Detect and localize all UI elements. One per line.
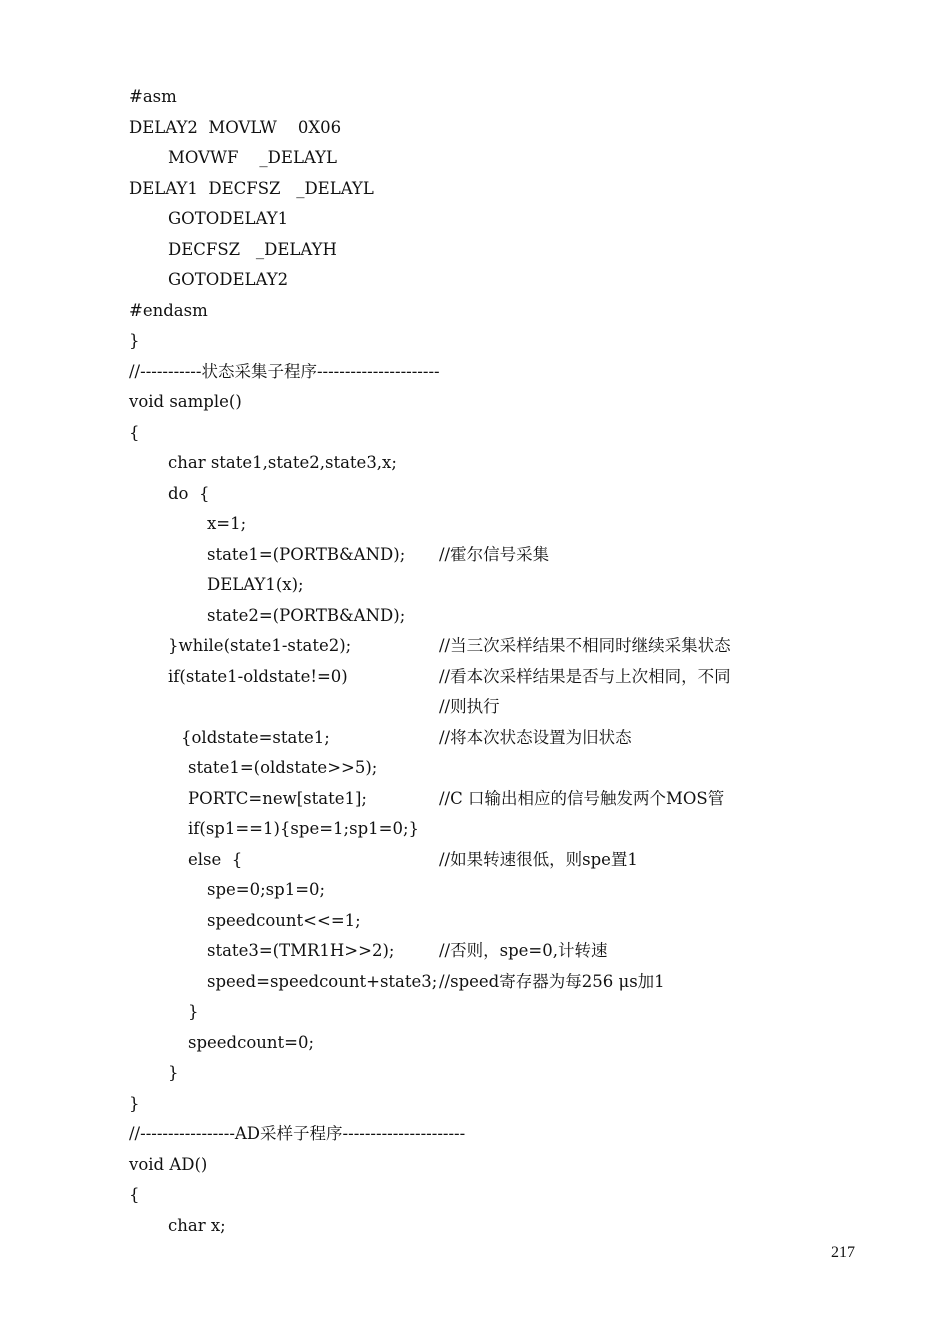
code-text: }while(state1-state2); [168, 636, 352, 655]
code-listing [129, 82, 889, 1241]
code-text: GOTODELAY1 [168, 209, 289, 228]
code-line [129, 1180, 889, 1211]
code-line [129, 448, 889, 479]
code-line [129, 1211, 889, 1242]
code-line [129, 1150, 889, 1181]
code-line [129, 418, 889, 449]
code-line [129, 906, 889, 937]
code-line [129, 875, 889, 906]
code-text: DECFSZ _DELAYH [168, 239, 337, 259]
code-line [129, 387, 889, 418]
code-line [129, 357, 889, 388]
code-line [129, 967, 889, 998]
code-text: do { [168, 483, 210, 503]
code-line [129, 662, 889, 693]
code-text: DELAY2 MOVLW 0X06 [129, 117, 342, 137]
code-line [129, 479, 889, 510]
code-text: DELAY1 DECFSZ _DELAYL [129, 178, 374, 198]
code-line [129, 235, 889, 266]
code-text: MOVWF _DELAYL [168, 148, 338, 167]
code-line [129, 1028, 889, 1059]
code-line [129, 1089, 889, 1120]
code-line [129, 631, 889, 662]
code-line [129, 723, 889, 754]
code-text: } [129, 1093, 140, 1113]
code-comment: //看本次采样结果是否与上次相同，不同 [439, 666, 731, 686]
code-text: DELAY1(x); [207, 575, 304, 594]
code-comment: //如果转速很低，则spe置1 [439, 849, 638, 869]
code-line [129, 113, 889, 144]
code-text: if(sp1==1){spe=1;sp1=0;} [188, 819, 420, 838]
code-line [129, 845, 889, 876]
code-line [129, 601, 889, 632]
code-text: { [129, 1185, 140, 1204]
code-text: } [168, 1063, 179, 1082]
code-line [129, 326, 889, 357]
code-text: state1=(PORTB&AND); [207, 544, 406, 564]
code-text: if(state1-oldstate!=0) [168, 666, 348, 686]
code-comment: //否则，spe=0,计转速 [439, 941, 608, 960]
code-line [129, 143, 889, 174]
code-text: state2=(PORTB&AND); [207, 605, 406, 625]
code-comment: //将本次状态设置为旧状态 [439, 727, 632, 747]
code-text: speedcount<<=1; [207, 910, 361, 930]
code-line [129, 936, 889, 967]
code-comment: //则执行 [439, 697, 500, 716]
code-line [129, 1119, 889, 1150]
code-text: #endasm [129, 300, 208, 320]
code-text: speed=speedcount+state3; [207, 971, 438, 991]
code-comment: //C 口输出相应的信号触发两个MOS管 [439, 788, 725, 808]
code-line [129, 174, 889, 205]
code-line [129, 784, 889, 815]
code-line [129, 204, 889, 235]
code-line [129, 265, 889, 296]
code-line [129, 814, 889, 845]
code-line [129, 509, 889, 540]
code-text: char state1,state2,state3,x; [168, 453, 397, 472]
code-text: state1=(oldstate>>5); [188, 758, 378, 777]
code-line [129, 753, 889, 784]
code-line [129, 570, 889, 601]
code-text: //-----------状态采集子程序---------------------- [129, 361, 440, 381]
page-number: 217 [831, 1244, 855, 1261]
code-text: speedcount=0; [188, 1032, 315, 1052]
code-text: //-----------------AD采样子程序---------------------- [129, 1124, 466, 1143]
code-text: x=1; [207, 514, 247, 533]
code-text: GOTODELAY2 [168, 270, 289, 289]
code-line [129, 82, 889, 113]
code-text: else { [188, 849, 243, 869]
code-text: PORTC=new[state1]; [188, 788, 367, 808]
code-comment: //speed寄存器为每256 μs加1 [439, 971, 665, 991]
code-text: state3=(TMR1H>>2); [207, 941, 395, 960]
code-text: char x; [168, 1215, 226, 1235]
code-text: void AD() [129, 1154, 208, 1174]
code-line [129, 997, 889, 1028]
code-comment: //当三次采样结果不相同时继续采集状态 [439, 636, 731, 655]
code-text: } [188, 1002, 199, 1021]
code-text: #asm [129, 87, 177, 106]
code-text: } [129, 331, 140, 350]
code-line [129, 1058, 889, 1089]
code-line [129, 296, 889, 327]
code-text: { [129, 422, 140, 442]
code-comment: //霍尔信号采集 [439, 544, 550, 564]
code-text: void sample() [129, 392, 242, 411]
code-line [129, 540, 889, 571]
code-text: {oldstate=state1; [181, 727, 330, 747]
code-line [129, 692, 889, 723]
code-text: spe=0;sp1=0; [207, 880, 326, 899]
